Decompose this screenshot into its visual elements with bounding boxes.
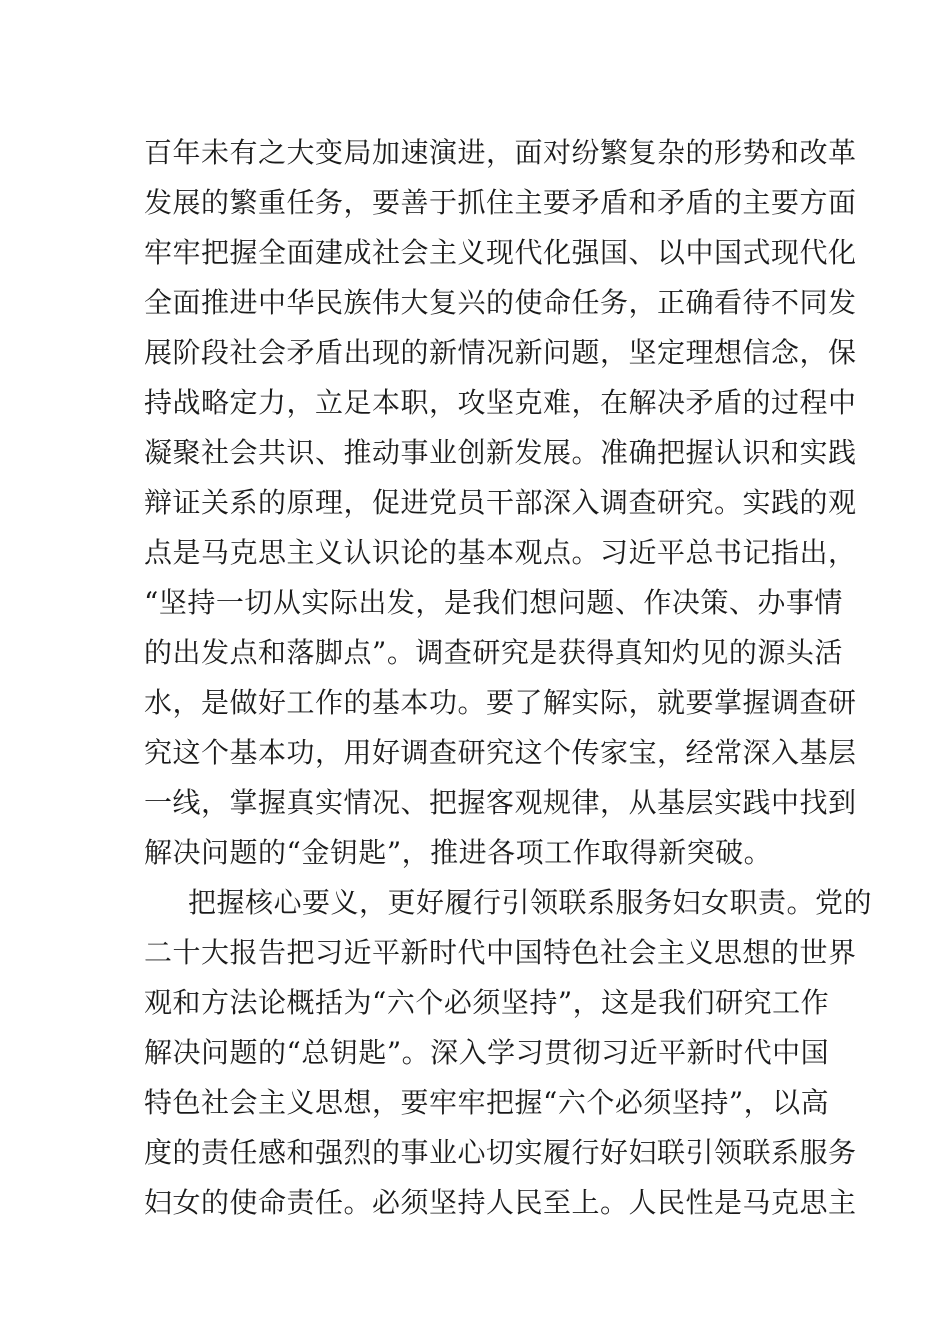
text-line: 二十大报告把习近平新时代中国特色社会主义思想的世界 xyxy=(144,936,857,969)
text-line: 解决问题的“总钥匙”。深入学习贯彻习近平新时代中国 xyxy=(144,1036,830,1069)
text-line: 度的责任感和强烈的事业心切实履行好妇联引领联系服务 xyxy=(144,1136,857,1169)
paragraph-end-line: 解决问题的“金钥匙”，推进各项工作取得新突破。 xyxy=(144,836,773,869)
text-line: 百年未有之大变局加速演进，面对纷繁复杂的形势和改革 xyxy=(144,136,857,169)
text-line: 持战略定力，立足本职，攻坚克难，在解决矛盾的过程中 xyxy=(144,386,857,419)
text-line: 的出发点和落脚点”。调查研究是获得真知灼见的源头活 xyxy=(144,636,843,669)
body-text xyxy=(144,128,873,1228)
text-line: 全面推进中华民族伟大复兴的使命任务，正确看待不同发 xyxy=(144,286,857,319)
paragraph-start-line: 把握核心要义，更好履行引领联系服务妇女职责。党的 xyxy=(188,886,873,919)
text-line: 发展的繁重任务，要善于抓住主要矛盾和矛盾的主要方面 xyxy=(144,186,857,219)
text-line: 牢牢把握全面建成社会主义现代化强国、以中国式现代化 xyxy=(144,236,857,269)
text-line: 一线，掌握真实情况、把握客观规律，从基层实践中找到 xyxy=(144,786,857,819)
text-line: 究这个基本功，用好调查研究这个传家宝，经常深入基层 xyxy=(144,736,857,769)
text-line: 凝聚社会共识、推动事业创新发展。准确把握认识和实践 xyxy=(144,436,857,469)
text-line: 辩证关系的原理，促进党员干部深入调查研究。实践的观 xyxy=(144,486,857,519)
text-line: 水，是做好工作的基本功。要了解实际，就要掌握调查研 xyxy=(144,686,857,719)
text-line: 展阶段社会矛盾出现的新情况新问题，坚定理想信念，保 xyxy=(144,336,857,369)
text-line: “坚持一切从实际出发，是我们想问题、作决策、办事情 xyxy=(144,586,843,619)
text-line: 特色社会主义思想，要牢牢把握“六个必须坚持”，以高 xyxy=(144,1086,830,1119)
text-line: 观和方法论概括为“六个必须坚持”，这是我们研究工作 xyxy=(144,986,830,1019)
text-line: 点是马克思主义认识论的基本观点。习近平总书记指出， xyxy=(144,536,857,569)
text-line: 妇女的使命责任。必须坚持人民至上。人民性是马克思主 xyxy=(144,1186,857,1219)
